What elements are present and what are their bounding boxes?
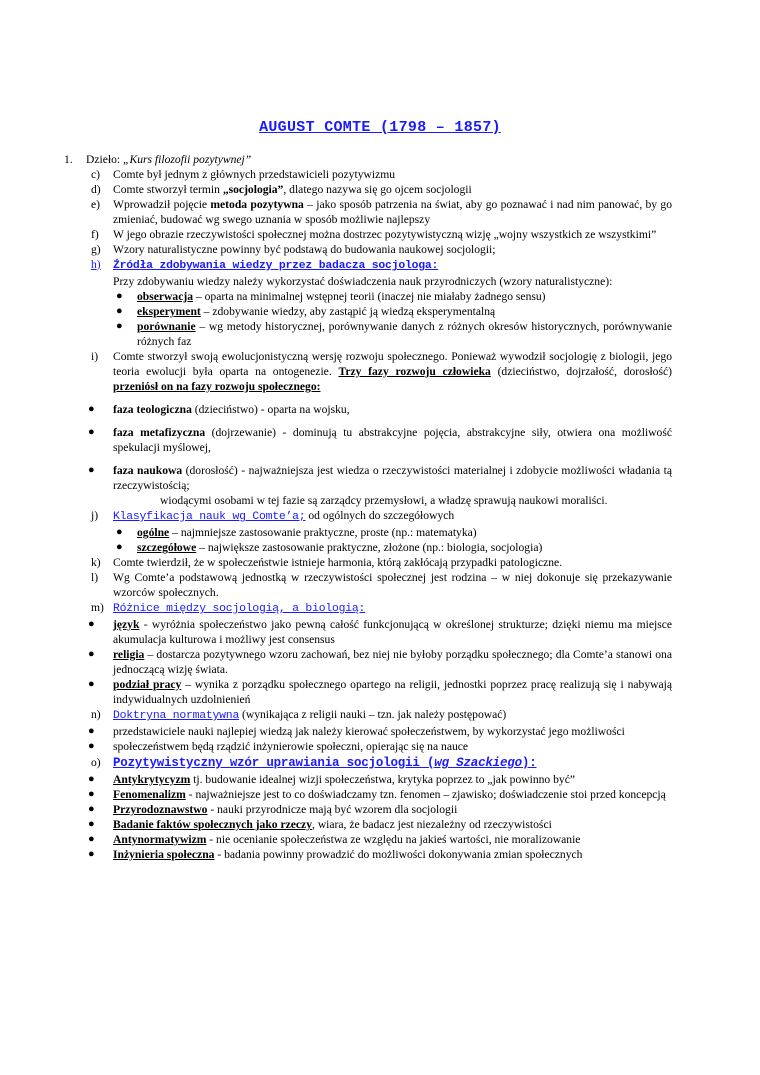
bullet-term: Fenomenalizm	[113, 788, 186, 801]
list-item-k	[0, 555, 760, 570]
bullet-text: – wg metody historycznej, porównywanie danych z różnych okresów historycznych, porównywanie różnych faz	[137, 320, 672, 348]
list-item-c	[0, 167, 760, 182]
list-marker: h)	[91, 258, 101, 271]
item-term: przeniósł on na fazy rozwoju społecznego:	[113, 380, 321, 393]
bullet-text: , wiara, że badacz jest niezależny od rzeczywistości	[312, 818, 552, 831]
bullet-text: (dorosłość) - najważniejsza jest wiedza o rzeczywistości materialnej i zdobycie możliwości władania tą rzeczywistością;	[113, 464, 673, 492]
paragraph: wiodącymi osobami w tej fazie są zarządcy przemysłowi, a władzę sprawują naukowi moraliści.	[160, 494, 608, 507]
item-text: W jego obrazie rzeczywistości społecznej można dostrzec pozytywistyczną wizję „wojny wszystkich ze wszystkimi”	[113, 228, 657, 241]
bullet-text: przedstawiciele nauki najlepiej wiedzą jak należy kierować społeczeństwem, by wykorzystać jego możliwości	[113, 725, 625, 738]
bullet-icon: ●	[88, 818, 95, 830]
list-marker: 1.	[64, 153, 73, 166]
list-marker: e)	[91, 198, 101, 211]
item-text: Comte twierdził, że w społeczeństwie istnieje harmonia, którą zakłócają przypadki patologiczne.	[113, 556, 563, 569]
bullet-text: - nie ocenianie społeczeństwa ze względu na jakieś wartości, nie moralizowanie	[206, 833, 581, 846]
section-heading	[113, 756, 537, 770]
bullet-item	[0, 289, 760, 304]
item-text: Comte stworzył swoją ewolucjonistyczną wersję rozwoju społecznego. Ponieważ wywodził socjologię z biologii, jego teoria ewolucji była oparta na ontogenezie.	[113, 350, 672, 378]
bullet-item	[0, 425, 760, 455]
list-marker: f)	[91, 228, 99, 241]
bullet-text: – dostarcza pozytywnego wzoru zachowań, bez niej nie byłoby porządku społecznego; dla Comte’a stanowi ona jednoczącą wizję świata.	[113, 648, 672, 676]
list-item-i	[0, 349, 760, 394]
bullet-icon: ●	[88, 426, 95, 438]
bullet-item	[0, 847, 760, 862]
bullet-icon: ●	[88, 773, 95, 785]
bullet-icon: ●	[88, 848, 95, 860]
bullet-icon: ●	[116, 320, 123, 332]
bullet-text: - najważniejsze jest to co doświadczamy tzn. fenomen – zjawisko; doświadczenie stoi przed koncepcją	[185, 788, 666, 801]
bullet-text: - wyróżnia społeczeństwo jako pewną całość funkcjonującą w określonej strukturze; dzięki niemu ma miejsce akumulacja kulturowa i możliwy jest consensus	[113, 618, 672, 646]
bullet-item	[0, 525, 760, 540]
list-marker: g)	[91, 243, 101, 256]
bullet-term: faza metafizyczna	[113, 426, 206, 439]
bullet-icon: ●	[88, 678, 95, 690]
list-item-o	[0, 754, 760, 772]
bullet-icon: ●	[88, 648, 95, 660]
list-marker: m)	[91, 601, 104, 614]
list-marker: i)	[91, 350, 99, 363]
bullet-item	[0, 817, 760, 832]
bullet-item	[0, 540, 760, 555]
list-marker: o)	[91, 756, 101, 769]
list-item-m	[0, 600, 760, 617]
bullet-text: - badania powinny prowadzić do możliwości dokonywania zmian społecznych	[214, 848, 583, 861]
list-marker: n)	[91, 708, 101, 721]
bullet-text: (dzieciństwo) - oparta na wojsku,	[191, 403, 350, 416]
bullet-term: język	[113, 618, 140, 631]
item-label: Dzieło:	[86, 153, 124, 166]
list-item-n	[0, 707, 760, 724]
item-term: Trzy fazy rozwoju człowieka	[338, 365, 491, 378]
heading-italic: wg Szackiego	[434, 756, 522, 770]
bullet-text: – najmniejsze zastosowanie praktyczne, proste (np.: matematyka)	[169, 526, 477, 539]
bullet-term: faza naukowa	[113, 464, 183, 477]
paragraph: Przy zdobywaniu wiedzy należy wykorzystać doświadczenia nauk przyrodniczych (wzory naturalistyczne):	[113, 275, 613, 288]
bullet-item	[0, 772, 760, 787]
list-item-j	[0, 508, 760, 525]
bullet-text: – zdobywanie wiedzy, aby zastąpić ją wiedzą eksperymentalną	[200, 305, 496, 318]
bullet-text: – wynika z porządku społecznego opartego na religii, jednostki poprzez pracę realizują się i nabywają indywidualnych uzdolnienień	[113, 678, 673, 706]
bullet-icon: ●	[88, 403, 95, 415]
bullet-text: (dojrzewanie) - dominują tu abstrakcyjne pojęcia, abstrakcyjne siły, otwiera ona możliwość spekulacji myślowej,	[113, 426, 672, 454]
bullet-term: faza teologiczna	[113, 403, 192, 416]
bullet-term: ogólne	[137, 526, 170, 539]
bullet-icon: ●	[88, 803, 95, 815]
bullet-icon: ●	[116, 305, 123, 317]
bullet-icon: ●	[88, 788, 95, 800]
heading-text: ):	[521, 756, 537, 770]
bullet-icon: ●	[88, 464, 95, 476]
bullet-term: Antynormatywizm	[113, 833, 207, 846]
list-marker: c)	[91, 168, 101, 181]
bullet-text: – oparta na minimalnej wstępnej teorii (inaczej nie miałaby żadnego sensu)	[193, 290, 546, 303]
bullet-term: Inżynieria społeczna	[113, 848, 215, 861]
bullet-icon: ●	[88, 618, 95, 630]
list-item-d	[0, 182, 760, 197]
item-text: Comte stworzył termin	[113, 183, 223, 196]
list-marker: l)	[91, 571, 99, 584]
list-item-g	[0, 242, 760, 257]
document-body	[0, 152, 760, 862]
bullet-text: – największe zastosowanie praktyczne, złożone (np.: biologia, socjologia)	[196, 541, 543, 554]
bullet-item	[0, 739, 760, 754]
bullet-item	[0, 724, 760, 739]
bullet-icon: ●	[116, 526, 123, 538]
bullet-item	[0, 319, 760, 349]
bullet-term: obserwacja	[137, 290, 194, 303]
item-text: od ogólnych do szczegółowych	[305, 509, 455, 522]
bullet-text: społeczeństwem będą rządzić inżynierowie społeczni, opierając się na nauce	[113, 740, 469, 753]
bullet-text: tj. budowanie idealnej wizji społeczeństwa, krytyka poprzez to „jak powinno być”	[190, 773, 576, 786]
list-marker: j)	[91, 509, 99, 522]
bullet-item	[0, 304, 760, 319]
list-item-1	[0, 152, 760, 167]
section-heading: Klasyfikacja nauk wg Comte’a;	[113, 511, 306, 523]
bullet-text: - nauki przyrodnicze mają być wzorem dla socjologii	[207, 803, 458, 816]
bullet-item	[0, 677, 760, 707]
bullet-icon: ●	[88, 833, 95, 845]
heading-text: Pozytywistyczny wzór uprawiania socjologii (	[113, 756, 435, 770]
item-text: Wg Comte’a podstawową jednostką w rzeczywistości społecznej jest rodzina – w niej dokonuje się przekazywanie wzorców społecznych.	[113, 571, 672, 599]
list-item-l	[0, 570, 760, 600]
bullet-item	[0, 647, 760, 677]
list-marker: k)	[91, 556, 101, 569]
bullet-item	[0, 787, 760, 802]
item-text: Wprowadził pojęcie	[113, 198, 211, 211]
work-title: „Kurs filozofii pozytywnej”	[123, 153, 252, 166]
bullet-item	[0, 832, 760, 847]
item-text: – jako sposób patrzenia na świat, aby go poznawać i nad nim panować, by go zmieniać, budować wg swego uznania w sposób możliwie najlepszy	[113, 198, 672, 226]
bullet-term: porównanie	[137, 320, 196, 333]
list-item-f	[0, 227, 760, 242]
item-term: metoda pozytywna	[210, 198, 304, 211]
bullet-icon: ●	[88, 725, 95, 737]
section-heading: Różnice między socjologią, a biologią:	[113, 603, 366, 615]
list-item-e	[0, 197, 760, 227]
item-text: , dlatego nazywa się go ojcem socjologii	[283, 183, 472, 196]
section-heading: Źródła zdobywania wiedzy przez badacza socjologa:	[113, 260, 439, 272]
bullet-item	[0, 617, 760, 647]
bullet-term: religia	[113, 648, 145, 661]
bullet-icon: ●	[88, 740, 95, 752]
bullet-item	[0, 402, 760, 417]
bullet-term: podział pracy	[113, 678, 182, 691]
bullet-item	[0, 463, 760, 493]
bullet-term: Antykrytycyzm	[113, 773, 191, 786]
bullet-icon: ●	[116, 290, 123, 302]
item-text: Comte był jednym z głównych przedstawicieli pozytywizmu	[113, 168, 396, 181]
bullet-term: eksperyment	[137, 305, 201, 318]
bullet-term: Przyrodoznawstwo	[113, 803, 208, 816]
section-heading: Doktryna normatywna	[113, 710, 240, 722]
list-item-h	[0, 257, 760, 274]
item-text: (wynikająca z religii nauki – tzn. jak należy postępować)	[239, 708, 507, 721]
bullet-term: szczegółowe	[137, 541, 197, 554]
bullet-item	[0, 802, 760, 817]
bullet-term: Badanie faktów społecznych jako rzeczy	[113, 818, 313, 831]
item-term: „socjologia”	[222, 183, 284, 196]
list-marker: d)	[91, 183, 101, 196]
page-title: AUGUST COMTE (1798 – 1857)	[259, 119, 501, 136]
item-text: (dzieciństwo, dojrzałość, dorosłość)	[490, 365, 672, 378]
item-text: Wzory naturalistyczne powinny być podstawą do budowania naukowej socjologii;	[113, 243, 496, 256]
bullet-icon: ●	[116, 541, 123, 553]
